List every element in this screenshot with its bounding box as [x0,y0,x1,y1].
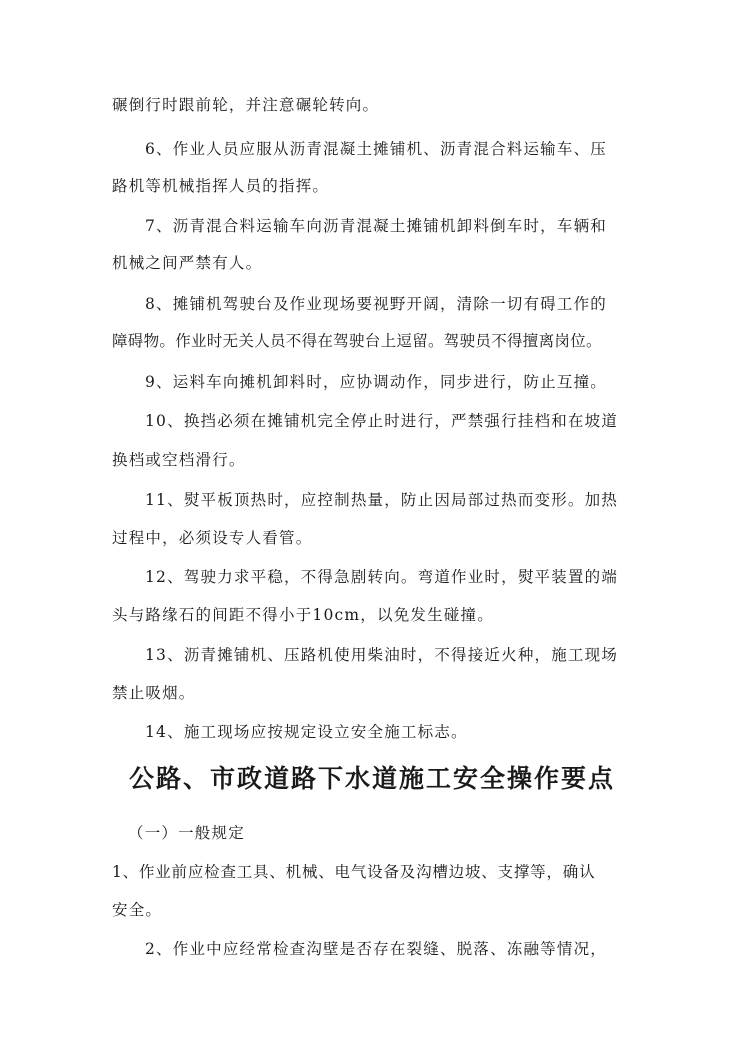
subsection-heading: （一）一般规定 [128,824,245,842]
paragraph-line: 13、沥青摊铺机、压路机使用柴油时，不得接近火种，施工现场 [145,646,619,664]
paragraph-line: 7、沥青混合料运输车向沥青混凝土摊铺机卸料倒车时，车辆和 [145,217,607,235]
paragraph-line: 头与路缘石的间距不得小于10cm，以免发生碰撞。 [112,606,494,624]
paragraph-line: 禁止吸烟。 [112,684,196,702]
paragraph-line: 9、运料车向摊机卸料时，应协调动作，同步进行，防止互撞。 [145,373,607,391]
paragraph-line: 12、驾驶力求平稳，不得急剧转向。弯道作业时，熨平装置的端 [145,568,619,586]
paragraph-line: 6、作业人员应服从沥青混凝土摊铺机、沥青混合料运输车、压 [145,140,607,158]
paragraph-line: 11、熨平板顶热时，应控制热量，防止因局部过热而变形。加热 [145,491,619,509]
paragraph-line: 机械之间严禁有人。 [112,254,263,272]
paragraph-line: 过程中，必须设专人看管。 [112,529,313,547]
paragraph-line: 1、作业前应检查工具、机械、电气设备及沟槽边坡、支撑等，确认 [112,863,596,881]
paragraph-line: 路机等机械指挥人员的指挥。 [112,177,330,195]
paragraph-line: 换档或空档滑行。 [112,451,246,469]
paragraph-line: 障碍物。作业时无关人员不得在驾驶台上逗留。驾驶员不得擅离岗位。 [112,332,602,350]
paragraph-line: 8、摊铺机驾驶台及作业现场要视野开阔，清除一切有碍工作的 [145,295,607,313]
section-title: 公路、市政道路下水道施工安全操作要点 [128,764,615,793]
paragraph-line: 14、施工现场应按规定设立安全施工标志。 [145,723,468,741]
paragraph-line: 碾倒行时跟前轮，并注意碾轮转向。 [112,96,380,114]
paragraph-line: 10、换挡必须在摊铺机完全停止时进行，严禁强行挂档和在坡道 [145,412,619,430]
paragraph-line: 安全。 [112,901,163,919]
paragraph-line: 2、作业中应经常检查沟壁是否存在裂缝、脱落、冻融等情况， [145,940,607,958]
